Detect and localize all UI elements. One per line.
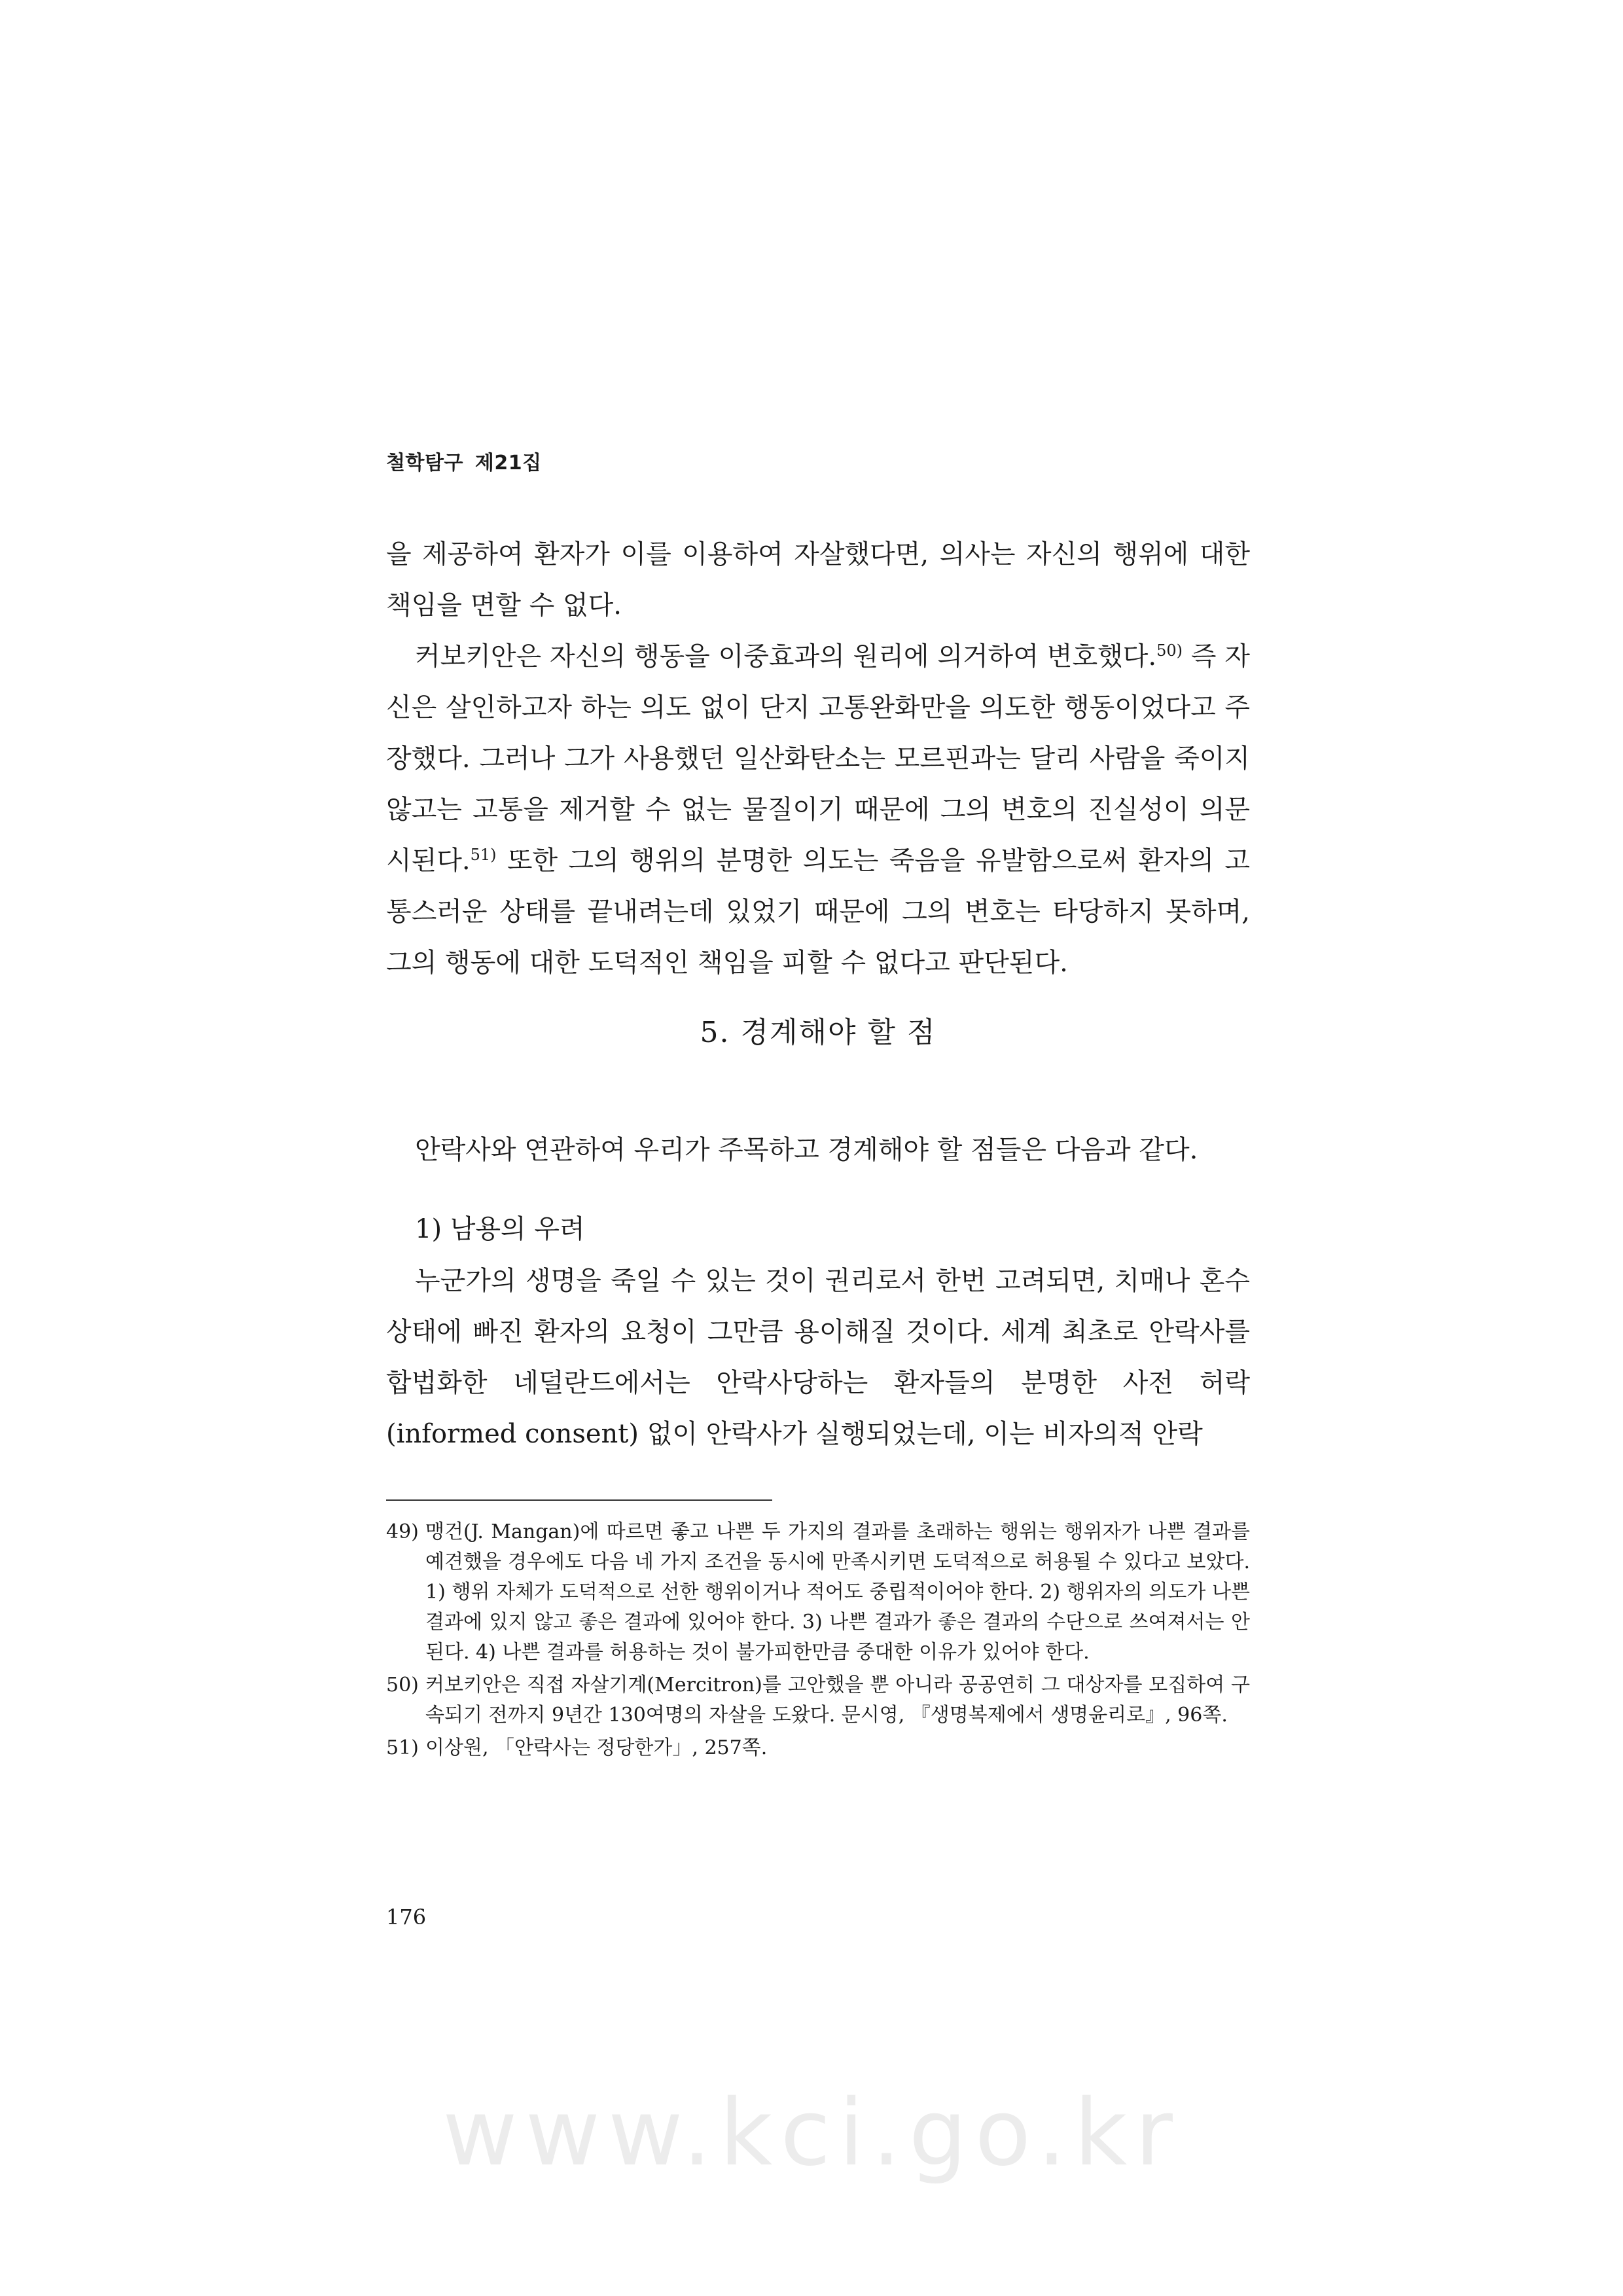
running-header: [386, 446, 542, 475]
footnotes: [386, 1517, 1250, 1766]
footnote-text: 이상원, 「안락사는 정당한가」, 257쪽.: [425, 1736, 768, 1759]
watermark: www.kci.go.kr: [442, 2080, 1181, 2187]
subsection-heading: 1) 남용의 우려: [415, 1214, 585, 1244]
page-number: 176: [386, 1905, 427, 1929]
footnote-50: [386, 1670, 1250, 1731]
footnote-ref-51[interactable]: 51): [470, 846, 497, 864]
footnote-ref-50[interactable]: 50): [1156, 641, 1183, 660]
footnote-text: 커보키안은 직접 자살기계(Mercitron)를 고안했을 뿐 아니라 공공연히 그 대상자를 모집하여 구속되기 전까지 9년간 130여명의 자살을 도왔다. 문시영, 『생명복제에서 생명윤리로』, 96쪽.: [425, 1674, 1250, 1727]
paragraph-text: 즉 자신은 살인하고자 하는 의도 없이 단지 고통완화만을 의도한 행동이었다고 주장했다. 그러나 그가 사용했던 일산화탄소는 모르핀과는 달리 사람을 죽이지 않고는 고통을 제거할 수 없는 물질이기 때문에 그의 변호의 진실성이 의문시된다.: [386, 641, 1250, 876]
paragraph-text: 또한 그의 행위의 분명한 의도는 죽음을 유발함으로써 환자의 고통스러운 상태를 끝내려는데 있었기 때문에 그의 변호는 타당하지 못하며, 그의 행동에 대한 도덕적인 책임을 피할 수 없다고 판단된다.: [386, 846, 1250, 978]
footnote-49: [386, 1517, 1250, 1668]
paragraph-text: 커보키안은 자신의 행동을 이중효과의 원리에 의거하여 변호했다.: [415, 641, 1157, 672]
journal-title: 철학탐구: [386, 452, 463, 475]
body-block-intro: [386, 1124, 1250, 1175]
paragraph-abuse: 누군가의 생명을 죽일 수 있는 것이 권리로서 한번 고려되면, 치매나 혼수상태에 빠진 환자의 요청이 그만큼 용이해질 것이다. 세계 최초로 안락사를 합법화한 네덜란드에서는 안락사당하는 환자들의 분명한 사전 허락(informed consent) 없이 안락사가 실행되었는데, 이는 비자의적 안락: [386, 1266, 1250, 1449]
journal-volume: 제21집: [474, 452, 542, 475]
footnote-divider: [386, 1499, 772, 1501]
footnote-text: 맹건(J. Mangan)에 따르면 좋고 나쁜 두 가지의 결과를 초래하는 행위는 행위자가 나쁜 결과를 예견했을 경우에도 다음 네 가지 조건을 동시에 만족시키면 도덕적으로 허용될 수 있다고 보았다. 1) 행위 자체가 도덕적으로 선한 행위이거나 적어도 중립적이어야 한다. 2) 행위자의 의도가 나쁜 결과에 있지 않고 좋은 결과에 있어야 한다. 3) 나쁜 결과가 좋은 결과의 수단으로 쓰여져서는 안 된다. 4) 나쁜 결과를 허용하는 것이 불가피한만큼 중대한 이유가 있어야 한다.: [425, 1520, 1251, 1664]
footnote-number: 50): [386, 1674, 419, 1696]
body-block-abuse: [386, 1255, 1250, 1460]
section-title: 5. 경계해야 할 점: [700, 1016, 936, 1049]
body-block-top: [386, 529, 1250, 988]
paragraph-intro: 안락사와 연관하여 우리가 주목하고 경계해야 할 점들은 다음과 같다.: [415, 1135, 1198, 1165]
paragraph-continuation: 을 제공하여 환자가 이를 이용하여 자살했다면, 의사는 자신의 행위에 대한 책임을 면할 수 없다.: [386, 539, 1250, 620]
footnote-number: 49): [386, 1520, 419, 1543]
paragraph-kevorkian: [386, 631, 1250, 988]
footnote-51: [386, 1733, 1250, 1763]
footnote-number: 51): [386, 1736, 419, 1759]
